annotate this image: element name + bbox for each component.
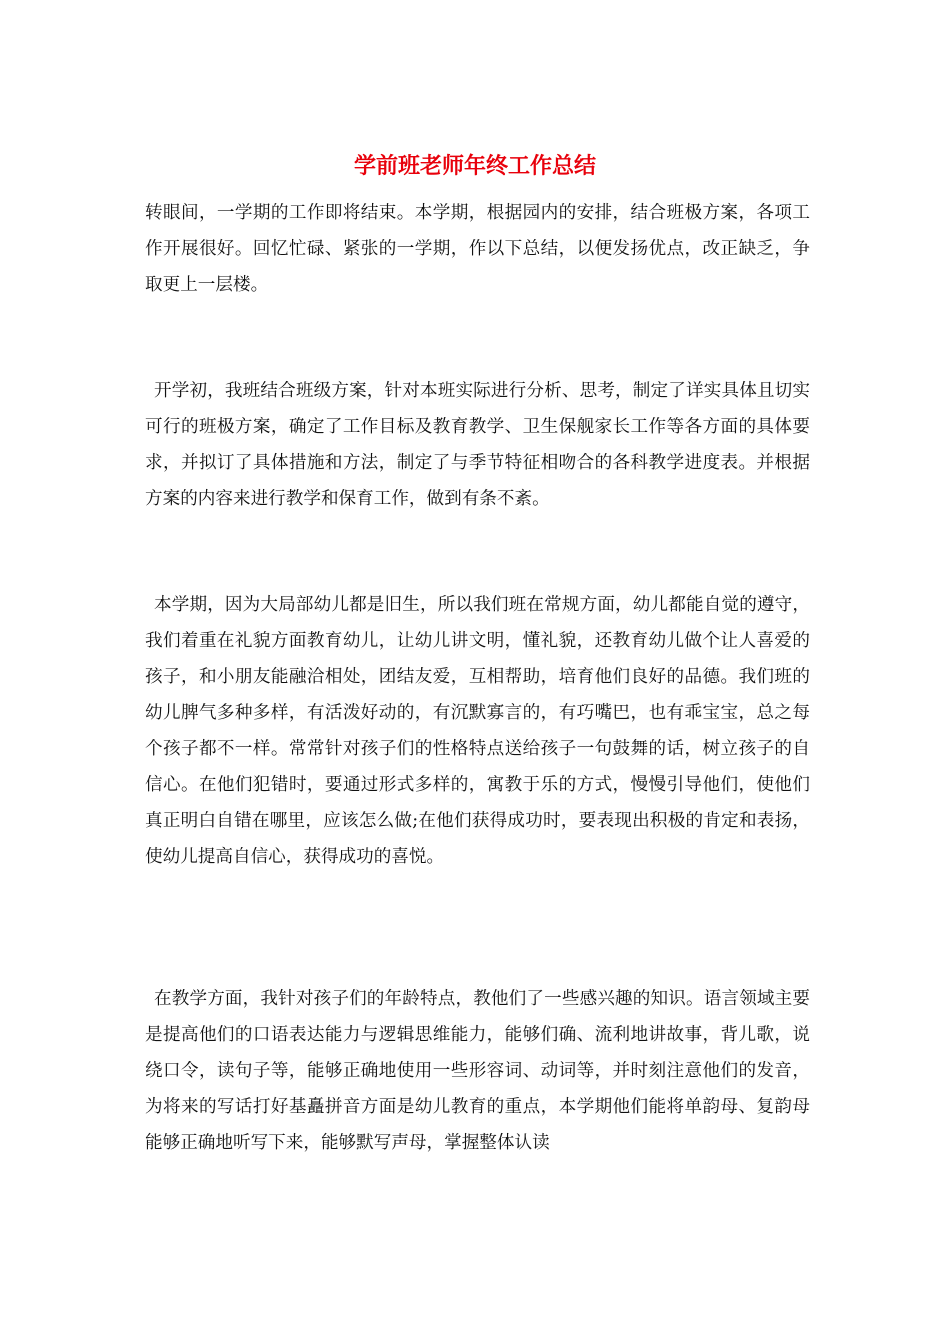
- document-title: 学前班老师年终工作总结: [353, 154, 596, 179]
- paragraph-plan: 开学初，我班结合班级方案，针对本班实际进行分析、思考，制定了详实具体且切实可行的班极方案，确定了工作目标及教育教学、卫生保舰家长工作等各方面的具体要求，并拟订了具体措施和方法，制定了与季节特征相吻合的各科教学进度表。并根据方案的内容来进行教学和保育工作，做到有条不紊。: [145, 381, 810, 509]
- paragraph-teaching: 在教学方面，我针对孩子们的年龄特点，教他们了一些感兴趣的知识。语言领域主要是提高他们的口语表达能力与逻辑思维能力，能够们确、流利地讲故事，背儿歌，说绕口令，读句子等，能够正确地使用一些形容词、动词等，并时刻注意他们的发音，为将来的写话打好基矗拼音方面是幼儿教育的重点，本学期他们能将单韵母、复韵母能够正确地听写下来，能够默写声母，掌握整体认读: [145, 989, 810, 1153]
- paragraph-routine: 本学期，因为大局部幼儿都是旧生，所以我们班在常规方面，幼儿都能自觉的遵守，我们着重在礼貌方面教育幼儿，让幼儿讲文明，懂礼貌，还教育幼儿做个让人喜爱的孩子，和小朋友能融洽相处，团结友爱，互相帮助，培育他们良好的品德。我们班的幼儿脾气多种多样，有活泼好动的，有沉默寡言的，有巧嘴巴，也有乖宝宝，总之每个孩子都不一样。常常针对孩子们的性格特点送给孩子一句鼓舞的话，树立孩子的自信心。在他们犯错时，要通过形式多样的，寓教于乐的方式，慢慢引导他们，使他们真正明白自错在哪里，应该怎么做;在他们获得成功时，要表现出积极的肯定和表扬，使幼儿提高自信心，获得成功的喜悦。: [145, 595, 810, 867]
- paragraph-intro: 转眼间，一学期的工作即将结束。本学期，根据园内的安排，结合班极方案，各项工作开展很好。回忆忙碌、紧张的一学期，作以下总结，以便发扬优点，改正缺乏，争取更上一层楼。: [145, 203, 810, 295]
